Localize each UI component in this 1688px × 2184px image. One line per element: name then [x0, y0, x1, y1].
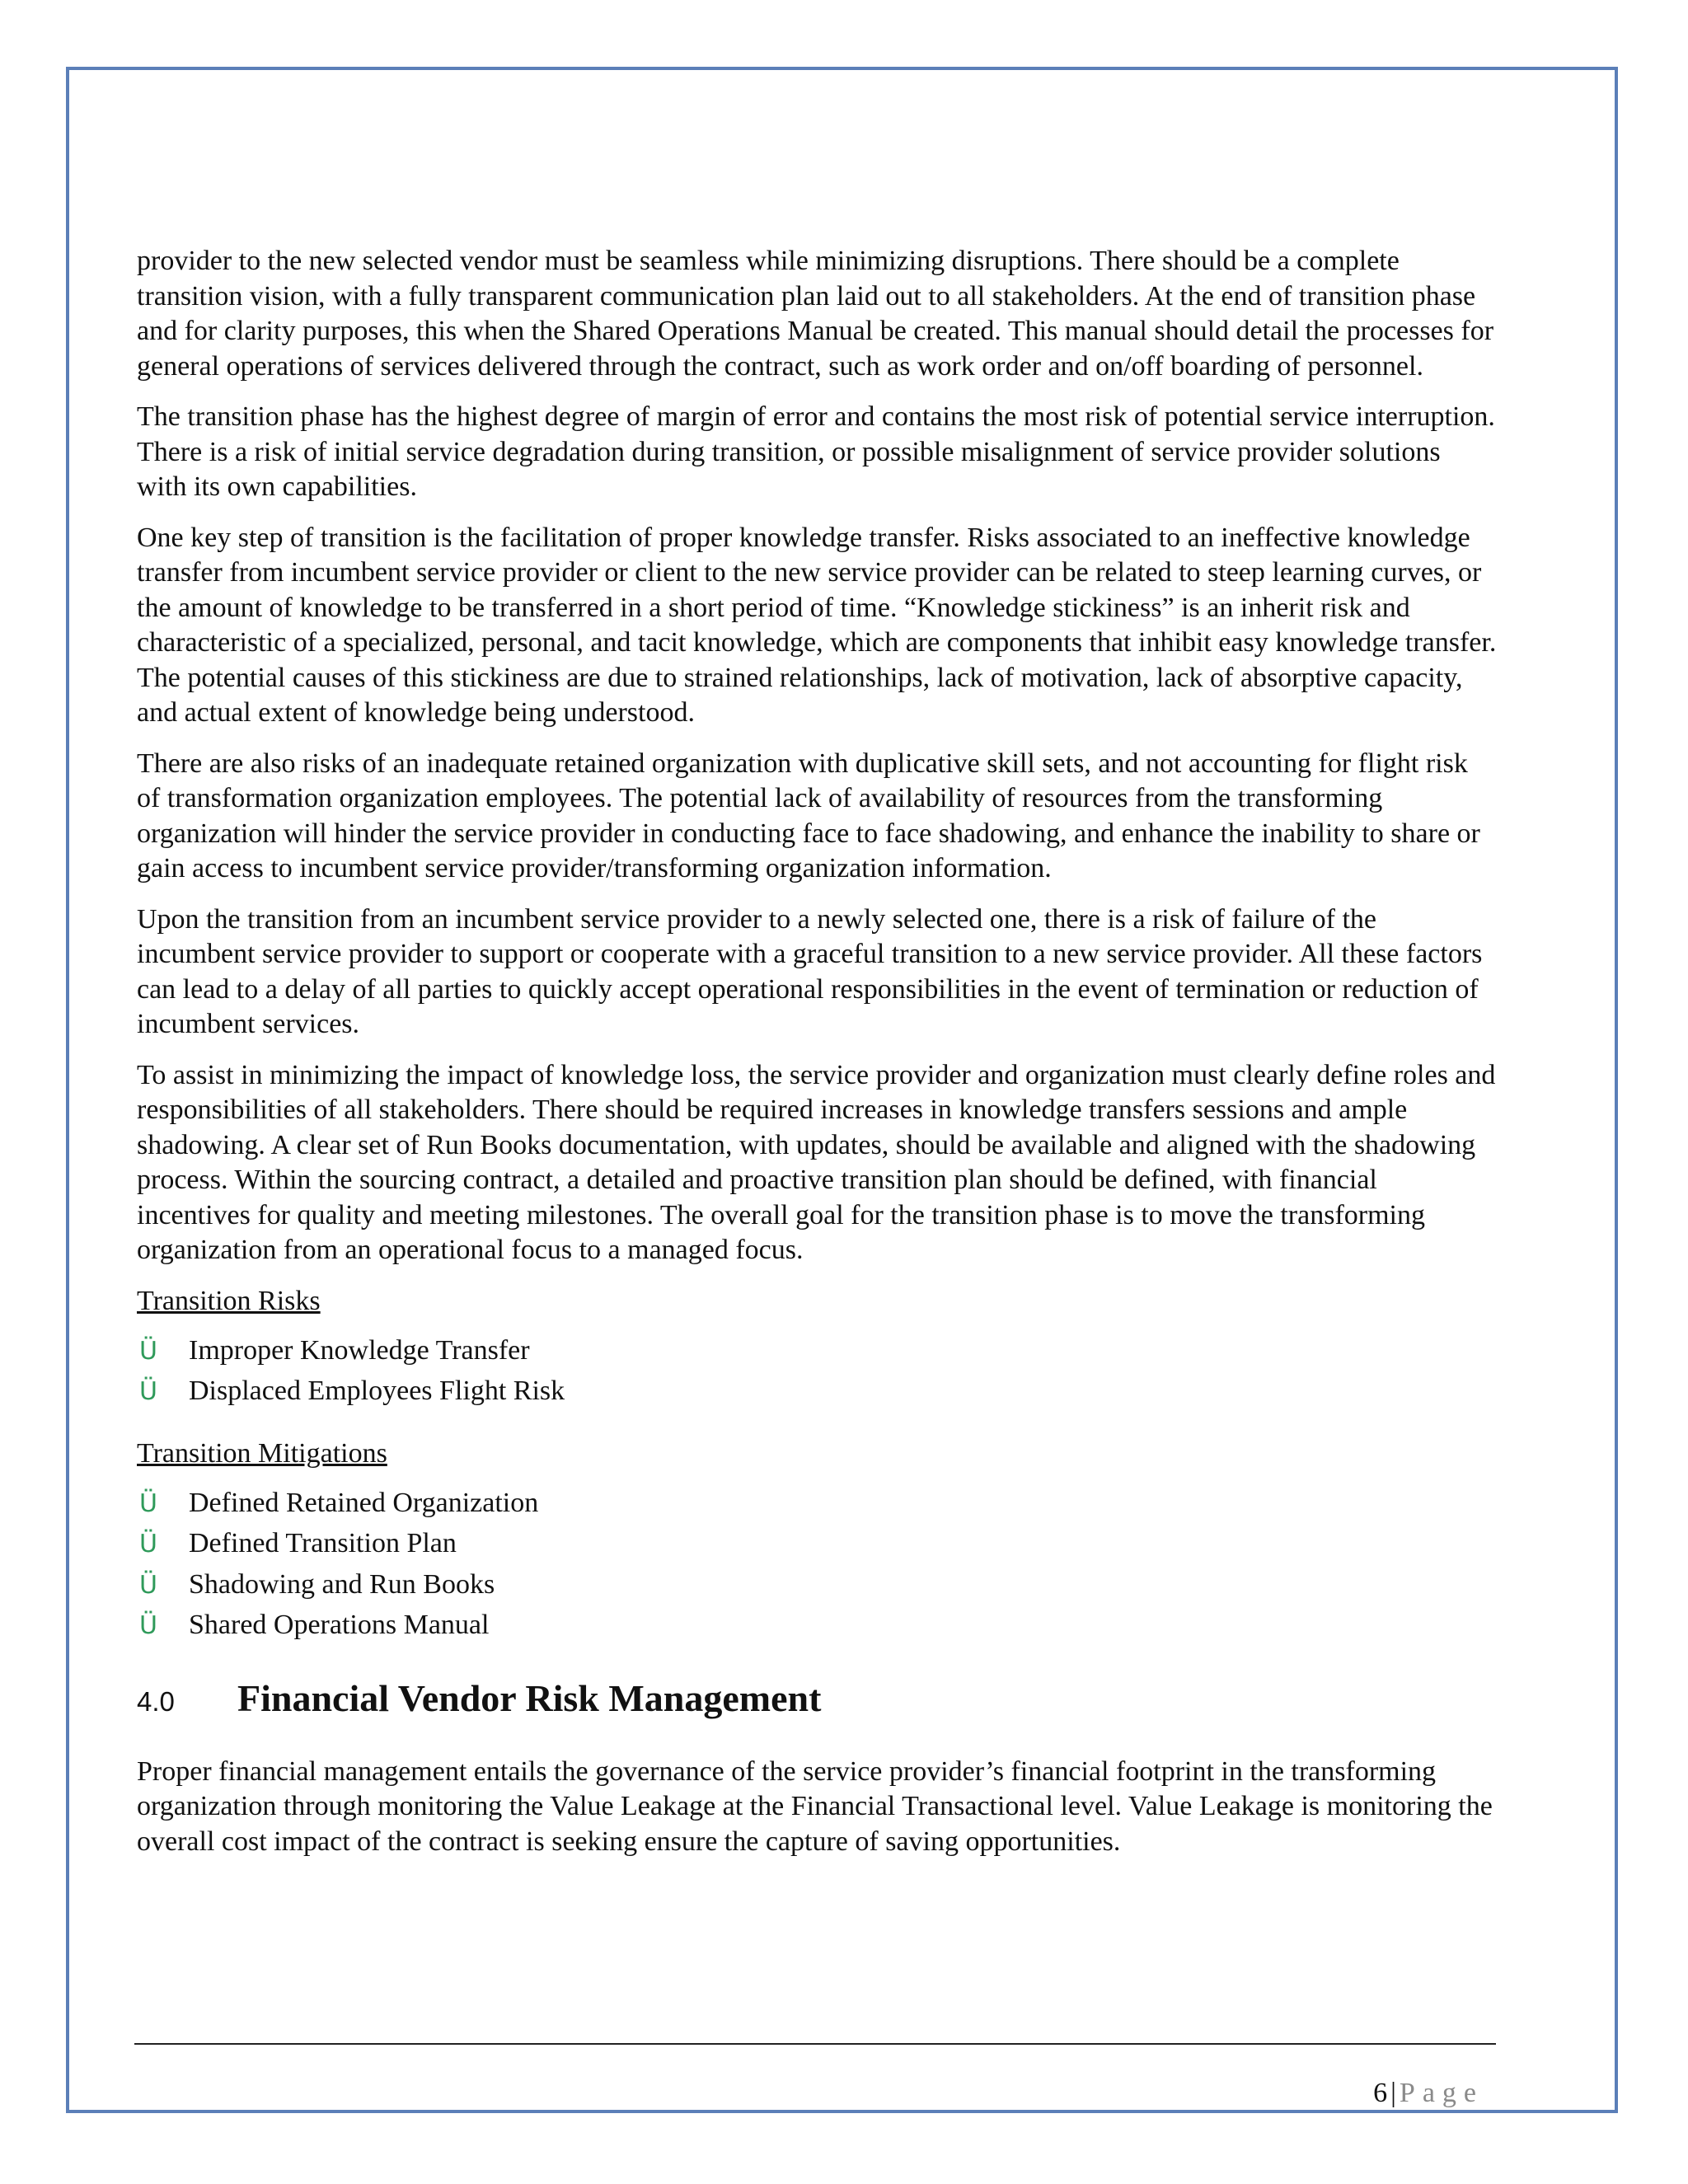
section-number: 4.0: [137, 1685, 175, 1717]
check-bullet-icon: Ü: [139, 1530, 157, 1558]
list-item-text: Displaced Employees Flight Risk: [189, 1376, 565, 1406]
check-bullet-icon: Ü: [139, 1570, 157, 1600]
check-bullet-icon: Ü: [139, 1377, 157, 1406]
list-item-text: Defined Transition Plan: [189, 1528, 457, 1558]
paragraph-incumbent-failure: Upon the transition from an incumbent service provider to a newly selected one, there is a risk of failure of the incumbent service provider to support or cooperate with a graceful transition to a new service provider. All these factors can lead to a delay of all parties to quickly accept operational responsibilities in the event of termination or reduction of incumbent services.: [137, 903, 1483, 1039]
list-item: [137, 1524, 1497, 1565]
paragraph-retained-organization: There are also risks of an inadequate retained organization with duplicative skill sets, and not accounting for flight risk of transformation organization employees. The potential lack of availability of resources from the transforming organization will hinder the service provider in conducting face to face shadowing, and enhance the inability to share or gain access to incumbent service provider/transforming organization information.: [137, 748, 1480, 883]
paragraph-transition-vision: provider to the new selected vendor must be seamless while minimizing disruptions. There should be a complete transition vision, with a fully transparent communication plan laid out to all stakeholders. At the end of transition phase and for clarity purposes, this when the Shared Operations Manual be created. This manual should detail the processes for general operations of services delivered through the contract, such as work order and on/off boarding of personnel.: [137, 246, 1494, 382]
check-bullet-icon: Ü: [139, 1488, 157, 1518]
list-item-text: Improper Knowledge Transfer: [189, 1334, 530, 1366]
list-item: [137, 1483, 1497, 1525]
paragraph-transition-phase-risk: The transition phase has the highest degree of margin of error and contains the most risk of potential service interruption. There is a risk of initial service degradation during transition, or possible misalignment of service provider solutions with its own capabilities.: [137, 401, 1495, 502]
section-title: Financial Vendor Risk Management: [237, 1676, 822, 1719]
page-label: Page: [1399, 2078, 1484, 2108]
footer-separator: |: [1390, 2078, 1396, 2108]
list-item: [137, 1565, 1497, 1606]
list-item-text: Shadowing and Run Books: [189, 1568, 495, 1600]
list-item: [137, 1371, 1497, 1413]
paragraph-minimizing-knowledge-loss: To assist in minimizing the impact of knowledge loss, the service provider and organization must clearly define roles and responsibilities of all stakeholders. There should be required increases in knowledge transfers sessions and ample shadowing. A clear set of Run Books documentation, with updates, should be available and aligned with the shadowing process. Within the sourcing contract, a detailed and proactive transition plan should be defined, with financial incentives for quality and meeting milestones. The overall goal for the transition phase is to move the transforming organization from an operational focus to a managed focus.: [137, 1059, 1496, 1265]
page-footer: [1373, 2076, 1484, 2111]
transition-risks-heading: Transition Risks: [137, 1285, 321, 1316]
footer-rule: [134, 2043, 1496, 2045]
paragraph-knowledge-transfer: One key step of transition is the facilitation of proper knowledge transfer. Risks associated to an ineffective knowledge transfer from incumbent service provider or client to the new service provider can be related to steep learning curves, or the amount of knowledge to be transferred in a short period of time. “Knowledge stickiness” is an inherit risk and characteristic of a specialized, personal, and tacit knowledge, which are components that inhibit easy knowledge transfer. The potential causes of this stickiness are due to strained relationships, lack of motivation, lack of absorptive capacity, and actual extent of knowledge being understood.: [137, 522, 1497, 728]
transition-mitigations-list: [137, 1483, 1497, 1647]
check-bullet-icon: Ü: [139, 1611, 157, 1640]
transition-risks-list: [137, 1331, 1497, 1413]
list-item-text: Shared Operations Manual: [189, 1610, 490, 1640]
transition-mitigations-heading: Transition Mitigations: [137, 1437, 387, 1469]
list-item: [137, 1331, 1497, 1372]
document-body: [137, 244, 1497, 1875]
section-heading: [137, 1676, 1497, 1720]
paragraph-financial-management: Proper financial management entails the governance of the service provider’s financial footprint in the transforming organization through monitoring the Value Leakage at the Financial Transactional level. Value Leakage is monitoring the overall cost impact of the contract is seeking ensure the capture of saving opportunities.: [137, 1755, 1493, 1857]
check-bullet-icon: Ü: [139, 1336, 157, 1366]
list-item: [137, 1605, 1497, 1647]
page-number: 6: [1373, 2078, 1388, 2108]
list-item-text: Defined Retained Organization: [189, 1487, 539, 1518]
